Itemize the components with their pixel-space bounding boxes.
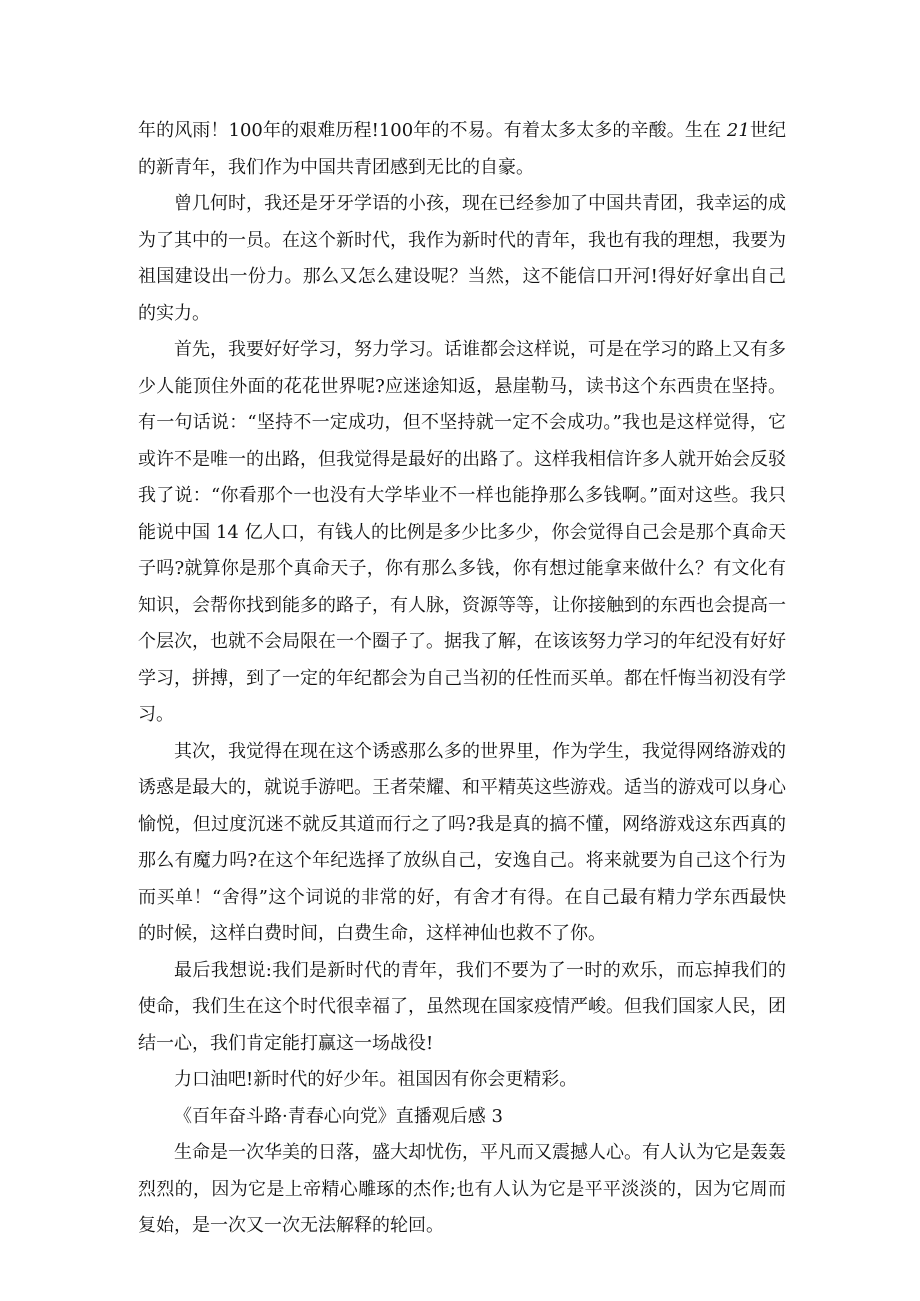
- paragraph-1: [138, 113, 786, 186]
- paragraph-7: 生命是一次华美的日落，盛大却忧伤，平凡而又震撼人心。有人认为它是轰轰烈烈的，因为它是上帝精心雕琢的杰作;也有人认为它是平平淡淡的，因为它周而复始，是一次又一次无法解释的轮回。: [138, 1142, 786, 1236]
- paragraph-5: 最后我想说:我们是新时代的青年，我们不要为了一时的欢乐，而忘掉我们的使命，我们生在这个时代很幸福了，虽然现在国家疫情严峻。但我们国家人民，团结一心，我们肯定能打赢这一场战役!: [138, 959, 786, 1054]
- paragraph-2: 曾几何时，我还是牙牙学语的小孩，现在已经参加了中国共青团，我幸运的成为了其中的一员。在这个新时代，我作为新时代的青年，我也有我的理想，我要为祖国建设出一份力。那么又怎么建设呢？当然，这不能信口开河!得好好拿出自己的实力。: [138, 193, 786, 324]
- paragraph-1-text-b: 世纪的新青年，我们作为中国共青团感到无比的自豪。: [138, 120, 787, 178]
- section-heading: 《百年奋斗路·青春心向党》直播观后感 3: [174, 1105, 503, 1127]
- paragraph-1-text-a: 年的风雨！100年的艰难历程!100年的不易。有着太多太多的辛酸。生在: [138, 120, 727, 141]
- article-body: [138, 113, 786, 1245]
- century-number: 21: [726, 120, 750, 141]
- paragraph-3: 首先，我要好好学习，努力学习。话谁都会这样说，可是在学习的路上又有多少人能顶住外面的花花世界呢?应迷途知返，悬崖勒马，读书这个东西贵在坚持。有一句话说：“坚持不一定成功，但不坚持就一定不会成功。”我也是这样觉得，它或许不是唯一的出路，但我觉得是最好的出路了。这样我相信许多人就开始会反驳我了说：“你看那个一也没有大学毕业不一样也能挣那么多钱啊。”面对这些。我只能说中国 14 亿人口，有钱人的比例是多少比多少，你会觉得自己会是那个真命天子吗?就算你是那个真命天子，你有那么多钱，你有想过能拿来做什么？有文化有知识，会帮你找到能多的路子，有人脉，资源等等，让你接触到的东西也会提高一个层次，也就不会局限在一个圈子了。据我了解，在该该努力学习的年纪没有好好学习，拼搏，到了一定的年纪都会为自己当初的任性而买单。都在忏悔当初没有学习。: [138, 339, 786, 725]
- paragraph-4: 其次，我觉得在现在这个诱惑那么多的世界里，作为学生，我觉得网络游戏的诱惑是最大的，就说手游吧。王者荣耀、和平精英这些游戏。适当的游戏可以身心愉悦，但过度沉迷不就反其道而行之了吗?我是真的搞不懂，网络游戏这东西真的那么有魔力吗?在这个年纪选择了放纵自己，安逸自己。将来就要为自己这个行为而买单！“舍得”这个词说的非常的好，有舍才有得。在自己最有精力学东西最快的时候，这样白费时间，白费生命，这样神仙也救不了你。: [138, 740, 786, 944]
- paragraph-6: 力口油吧!新时代的好少年。祖国因有你会更精彩。: [174, 1069, 578, 1090]
